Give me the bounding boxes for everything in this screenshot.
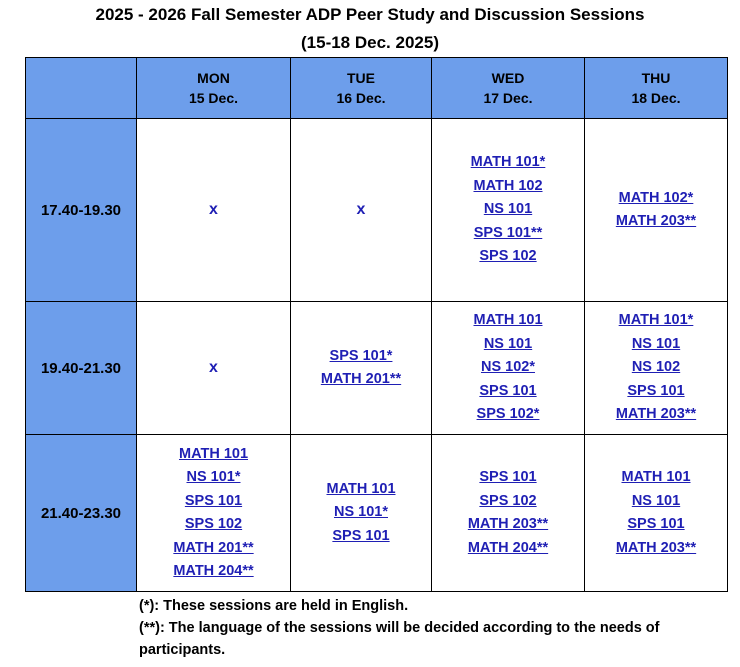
no-session-mark: x <box>209 359 218 376</box>
session-link[interactable]: MATH 203** <box>615 539 697 556</box>
session-link[interactable]: MATH 101 <box>178 445 249 462</box>
session-cell <box>432 435 585 592</box>
no-session-mark: x <box>356 201 366 218</box>
day-name: TUE <box>347 70 375 86</box>
session-cell <box>432 119 585 302</box>
session-link[interactable]: SPS 101 <box>479 382 537 399</box>
session-link[interactable]: NS 101 <box>483 335 533 352</box>
session-cell <box>291 119 432 302</box>
session-link[interactable]: SPS 102 <box>184 516 243 532</box>
time-slot-cell: 21.40-23.30 <box>26 435 137 592</box>
day-date: 17 Dec. <box>483 90 533 106</box>
session-link[interactable]: MATH 102 <box>473 177 543 194</box>
session-link[interactable]: SPS 101 <box>627 516 685 532</box>
day-name: THU <box>641 70 671 86</box>
session-link[interactable]: NS 101* <box>186 469 241 485</box>
no-session-mark: x <box>209 201 218 218</box>
session-link[interactable]: MATH 203** <box>467 516 549 532</box>
session-cell <box>137 435 291 592</box>
session-cell <box>432 302 585 435</box>
page-title: 2025 - 2026 Fall Semester ADP Peer Study and Discussion Sessions <box>95 5 645 24</box>
session-link[interactable]: MATH 101* <box>470 154 546 171</box>
session-link[interactable]: MATH 101 <box>473 312 543 329</box>
session-link[interactable]: SPS 102* <box>476 406 540 423</box>
day-date: 15 Dec. <box>188 90 239 106</box>
session-link[interactable]: NS 101 <box>631 335 681 352</box>
day-name: WED <box>491 70 525 86</box>
session-link[interactable]: MATH 101 <box>621 469 691 485</box>
footnotes <box>139 595 729 661</box>
session-link[interactable]: SPS 101 <box>479 469 537 485</box>
time-row <box>26 302 728 435</box>
session-link[interactable]: SPS 101** <box>473 224 543 241</box>
session-cell <box>137 302 291 435</box>
session-cell <box>291 302 432 435</box>
footnote-language: (**): The language of the sessions will be decided according to the needs of participants. <box>139 620 660 658</box>
session-link[interactable]: SPS 101 <box>184 492 243 509</box>
page-subtitle: (15-18 Dec. 2025) <box>301 33 439 52</box>
session-link[interactable]: MATH 101* <box>618 312 694 329</box>
session-link[interactable]: NS 101* <box>333 504 388 521</box>
day-header-tue <box>291 58 432 119</box>
footnote-english: (*): These sessions are held in English. <box>139 598 409 614</box>
header-row <box>26 58 728 119</box>
time-row <box>26 119 728 302</box>
session-link[interactable]: MATH 204** <box>467 539 549 556</box>
session-link[interactable]: MATH 101 <box>326 480 396 497</box>
day-date: 18 Dec. <box>631 90 681 106</box>
day-name: MON <box>197 70 230 86</box>
day-header-mon <box>137 58 291 119</box>
session-cell <box>585 119 728 302</box>
day-header-thu <box>585 58 728 119</box>
session-cell <box>585 435 728 592</box>
day-header-wed <box>432 58 585 119</box>
session-link[interactable]: MATH 201** <box>320 371 402 387</box>
session-link[interactable]: NS 102* <box>480 359 535 376</box>
session-link[interactable]: MATH 203** <box>615 213 697 229</box>
session-link[interactable]: MATH 201** <box>173 539 254 556</box>
session-link[interactable]: MATH 204** <box>173 563 254 579</box>
session-cell <box>137 119 291 302</box>
time-slot-cell: 19.40-21.30 <box>26 302 137 435</box>
session-link[interactable]: SPS 102 <box>479 492 537 509</box>
day-date: 16 Dec. <box>336 90 386 106</box>
schedule-table <box>25 57 728 592</box>
session-link[interactable]: SPS 101* <box>329 347 393 364</box>
session-link[interactable]: SPS 101 <box>332 527 390 544</box>
time-slot-cell: 17.40-19.30 <box>26 119 137 302</box>
session-link[interactable]: NS 102 <box>631 359 681 376</box>
session-link[interactable]: NS 101 <box>631 492 681 509</box>
time-row <box>26 435 728 592</box>
session-link[interactable]: SPS 102 <box>479 248 537 265</box>
session-link[interactable]: MATH 203** <box>615 406 697 423</box>
session-cell <box>585 302 728 435</box>
session-link[interactable]: MATH 102* <box>618 189 694 206</box>
session-cell <box>291 435 432 592</box>
session-link[interactable]: SPS 101 <box>627 382 685 399</box>
corner-cell <box>26 58 137 119</box>
session-link[interactable]: NS 101 <box>483 201 533 218</box>
